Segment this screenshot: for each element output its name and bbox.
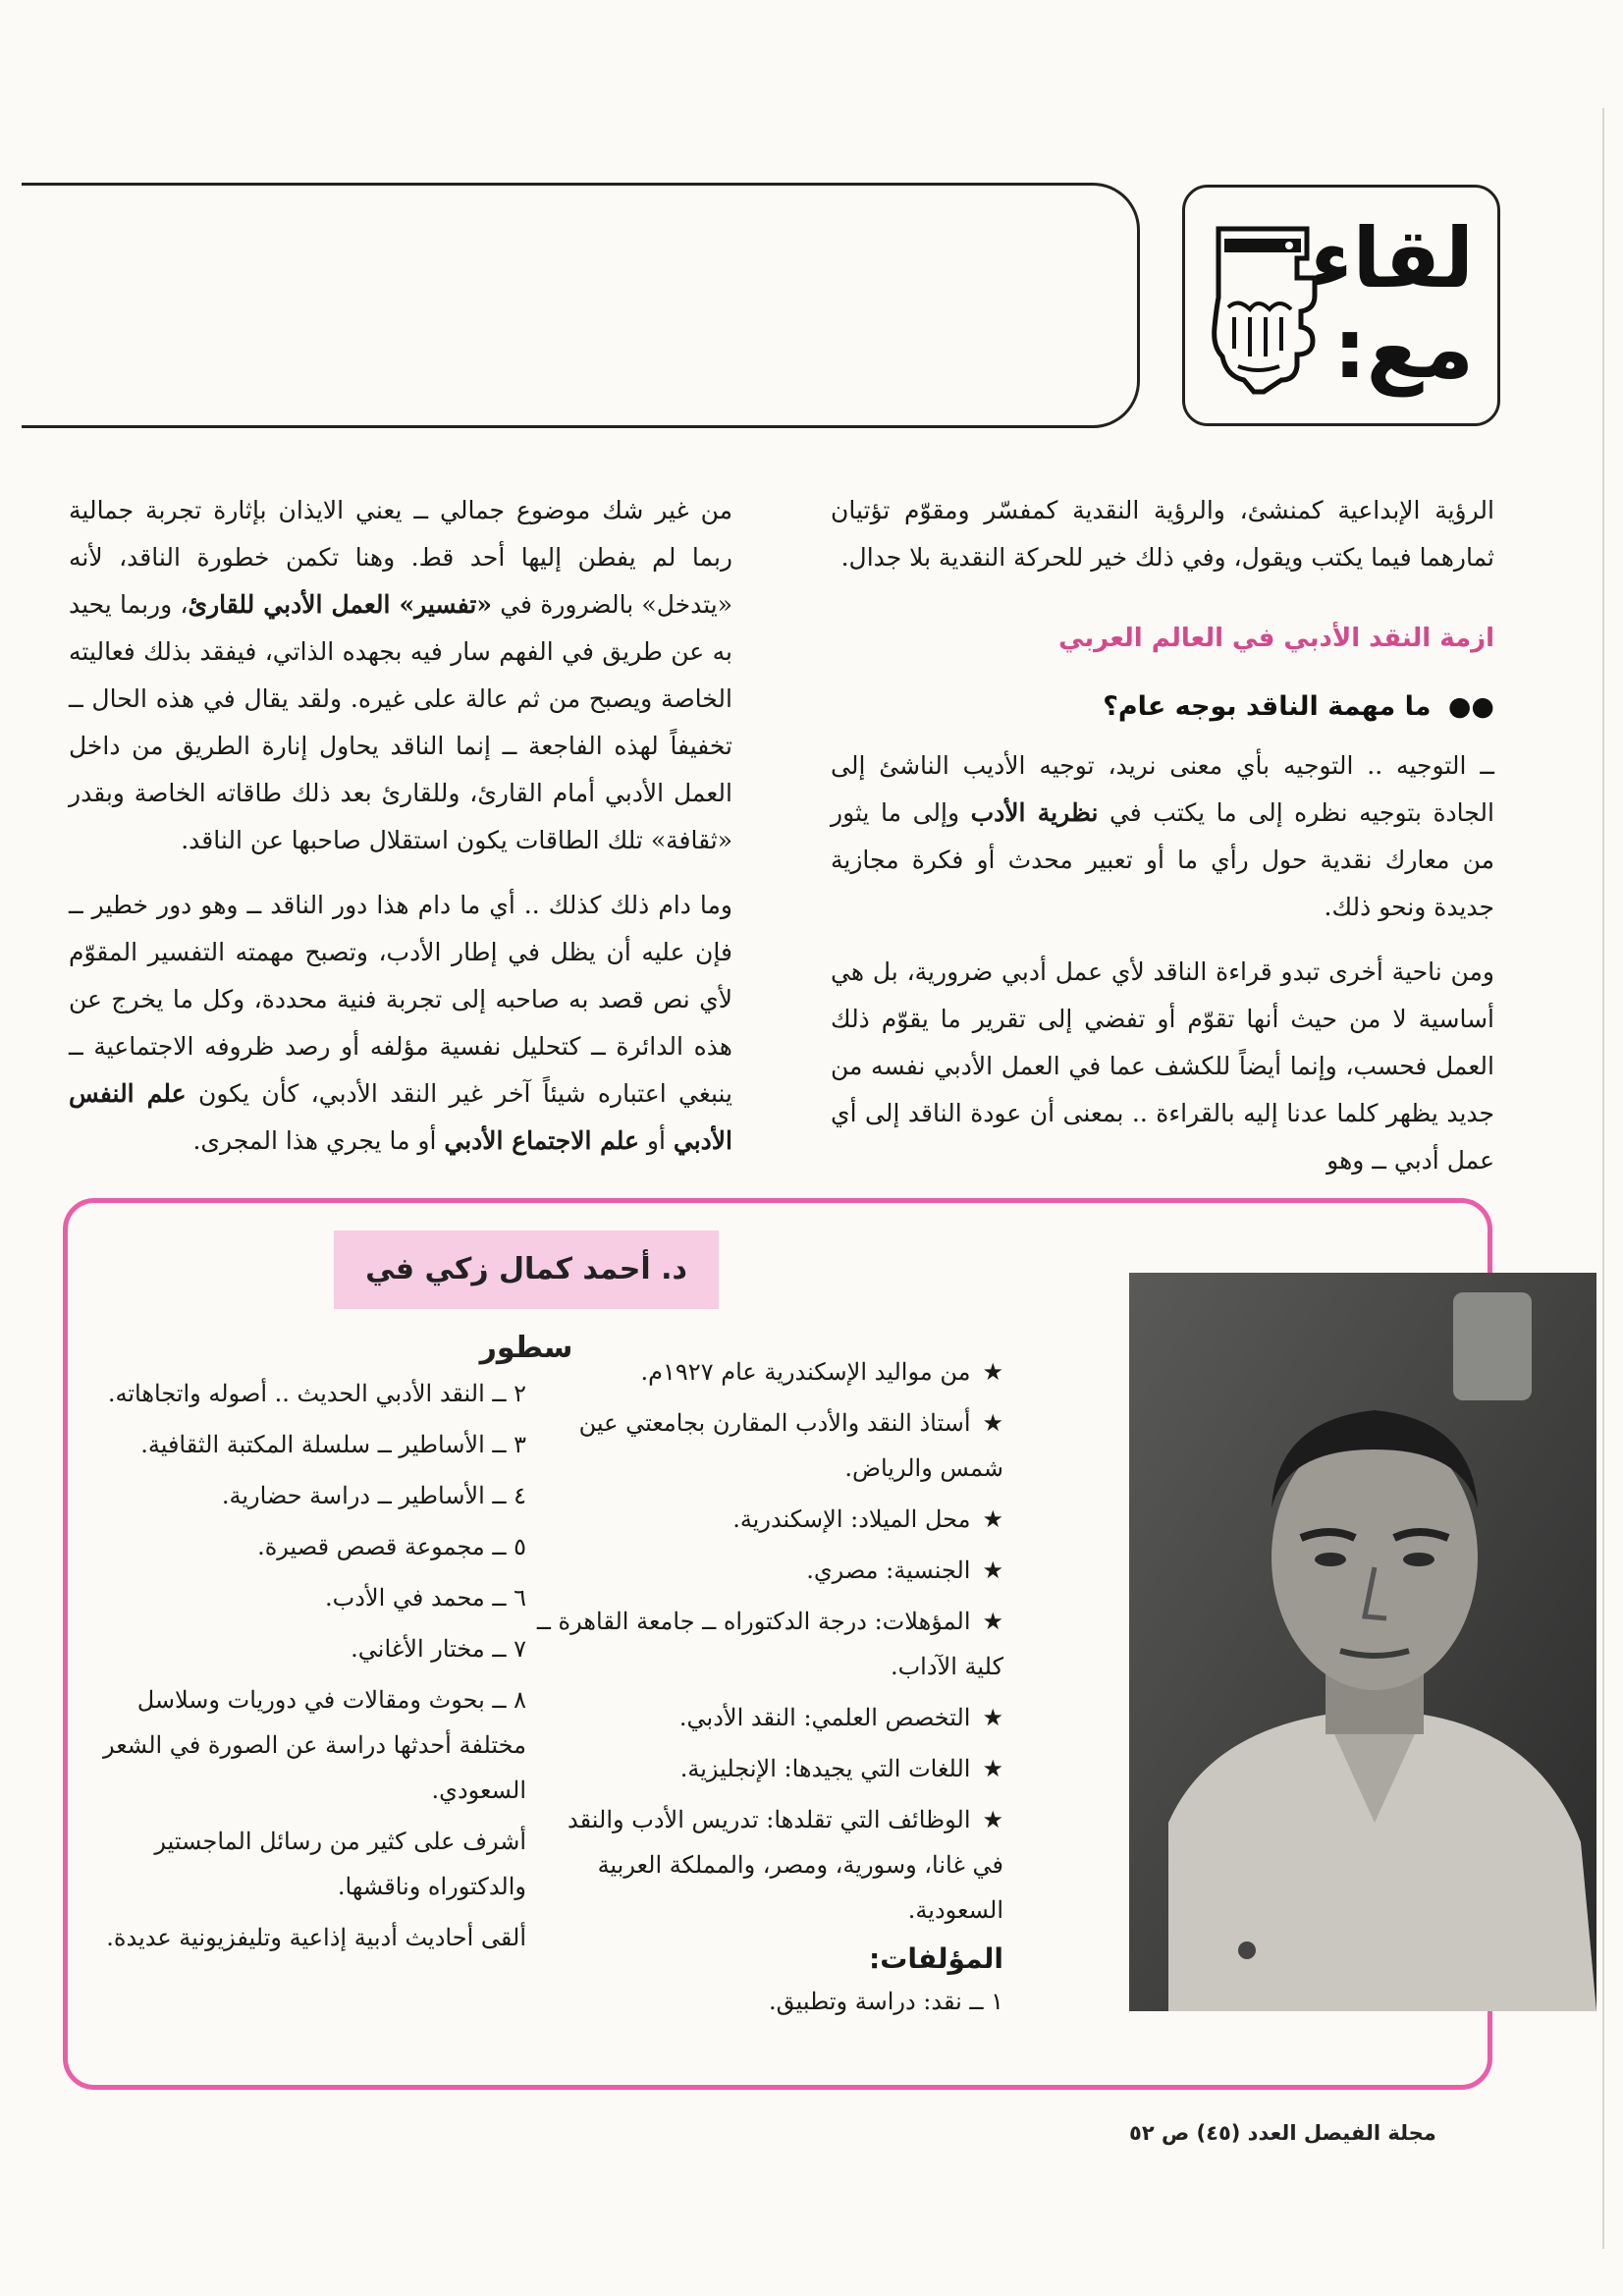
text-run: وإلى ما يثور من معارك نقدية حول رأي ما أو تعبير محدث أو فكرة مجازية جديدة ونحو ذلك. — [831, 798, 1494, 921]
bold-term: «تفسير» العمل الأدبي للقارئ — [188, 590, 492, 619]
list-item — [79, 1524, 526, 1569]
list-item — [79, 1575, 526, 1620]
section-logo — [1182, 185, 1500, 426]
list-item-text: ٤ ــ الأساطير ــ دراسة حضارية. — [221, 1482, 526, 1509]
list-item-text: ألقى أحاديث أدبية إذاعية وتليفزيونية عديدة. — [106, 1924, 526, 1951]
question-text: ما مهمة الناقد بوجه عام؟ — [1103, 691, 1432, 722]
article-column-left — [69, 487, 732, 1182]
header-frame — [22, 183, 1140, 428]
page-footer: مجلة الفيصل العدد (٤٥) ص ٥٢ — [1129, 2121, 1436, 2145]
star-icon: ★ — [982, 1608, 1003, 1635]
list-item-text: الجنسية: مصري. — [806, 1557, 971, 1584]
pointing-hand-icon — [1199, 219, 1326, 396]
bio-facts-column — [530, 1349, 1003, 2030]
article-column-right — [831, 487, 1494, 1202]
list-item — [79, 1677, 526, 1813]
section-subheading: ازمة النقد الأدبي في العالم العربي — [1058, 624, 1494, 653]
works-title: المؤلفات: — [869, 1942, 1003, 1975]
list-item — [530, 1548, 1003, 1593]
paragraph — [69, 487, 732, 864]
logo-line2: مع: — [1333, 301, 1474, 397]
list-item-text: من مواليد الإسكندرية عام ١٩٢٧م. — [640, 1358, 971, 1386]
list-item — [530, 1746, 1003, 1791]
star-icon: ★ — [982, 1704, 1003, 1731]
paragraph: الرؤية الإبداعية كمنشئ، والرؤية النقدية كمفسّر ومقوّم تؤتيان ثمارهما فيما يكتب ويقول، وفي ذلك خير للحركة النقدية بلا جدال. — [831, 496, 1494, 572]
bio-facts-list — [530, 1349, 1003, 1933]
works-list — [530, 1979, 1003, 2024]
list-item-text: الوظائف التي تقلدها: تدريس الأدب والنقد في غانا، وسورية، ومصر، والمملكة العربية السعودية. — [568, 1806, 1003, 1924]
works-list-continued — [79, 1371, 526, 1813]
text-run: ــ التوجيه .. التوجيه بأي معنى نريد، توجيه الأديب الناشئ إلى الجادة بتوجيه نظره إلى ما يكتب في — [831, 751, 1494, 827]
text-run: أو ما يجري هذا المجرى. — [192, 1126, 445, 1155]
list-item-text: اللغات التي يجيدها: الإنجليزية. — [679, 1755, 971, 1782]
list-item — [79, 1819, 526, 1909]
list-item — [79, 1371, 526, 1416]
text-run: أو — [638, 1126, 674, 1155]
list-item — [79, 1915, 526, 1960]
list-item-text: ٨ ــ بحوث ومقالات في دوريات وسلاسل مختلفة أحدثها دراسة عن الصورة في الشعر السعودي. — [102, 1686, 526, 1804]
list-item — [79, 1473, 526, 1518]
list-item — [530, 1599, 1003, 1689]
list-item-text: أشرف على كثير من رسائل الماجستير والدكتوراه وناقشها. — [154, 1828, 526, 1900]
star-icon: ★ — [982, 1557, 1003, 1584]
bio-title: د. أحمد كمال زكي في سطور — [334, 1230, 719, 1309]
list-item — [79, 1626, 526, 1671]
logo-line1: لقاء — [1310, 210, 1474, 306]
question-heading — [831, 683, 1494, 731]
list-item-text: ٦ ــ محمد في الأدب. — [324, 1584, 526, 1612]
list-item-text: محل الميلاد: الإسكندرية. — [732, 1505, 971, 1533]
list-item — [79, 1422, 526, 1467]
paragraph — [831, 742, 1494, 931]
bold-term: نظرية الأدب — [970, 798, 1099, 827]
list-item — [530, 1797, 1003, 1933]
double-dot-icon: ●● — [1447, 691, 1494, 722]
star-icon: ★ — [982, 1806, 1003, 1833]
page-edge-line — [1602, 108, 1604, 2249]
list-item — [530, 1400, 1003, 1491]
portrait-photo — [1129, 1273, 1596, 2011]
star-icon: ★ — [982, 1409, 1003, 1437]
list-item — [530, 1979, 1003, 2024]
list-item-text: التخصص العلمي: النقد الأدبي. — [678, 1704, 971, 1731]
list-item-text: ٢ ــ النقد الأدبي الحديث .. أصوله واتجاهاته. — [107, 1380, 526, 1407]
bio-works-column — [79, 1371, 526, 1966]
list-item-text: ٣ ــ الأساطير ــ سلسلة المكتبة الثقافية. — [140, 1431, 526, 1458]
text-run: وما دام ذلك كذلك .. أي ما دام هذا دور الناقد ــ وهو دور خطير ــ فإن عليه أن يظل في إطار الأدب، وتصبح مهمته التفسير المقوّم لأي نص قصد به صاحبه إلى تجربة فنية محددة، وكل ما يخرج عن هذه الدائرة ــ كتحليل نفسية مؤلفه أو رصد ظروفه الاجتماعية ــ ينبغي اعتباره شيئاً آخر غير النقد الأدبي، كأن يكون — [69, 891, 732, 1108]
bold-term: علم النفس الأدبي — [69, 1079, 732, 1155]
list-item — [530, 1695, 1003, 1740]
list-item-text: ٥ ــ مجموعة قصص قصيرة. — [257, 1533, 526, 1560]
star-icon: ★ — [982, 1505, 1003, 1533]
star-icon: ★ — [982, 1755, 1003, 1782]
list-item — [530, 1497, 1003, 1542]
paragraph: ومن ناحية أخرى تبدو قراءة الناقد لأي عمل أدبي ضرورية، بل هي أساسية لا من حيث أنها تقوّم أو تفضي إلى تقرير ما يقوّم ذلك العمل فحسب، وإنما أيضاً للكشف عما في العمل الأدبي نفسه من جديد يظهر كلما عدنا إليه بالقراءة .. بمعنى أن عودة الناقد إلى أي عمل أدبي ــ وهو — [831, 957, 1494, 1175]
list-item-text: ١ ــ نقد: دراسة وتطبيق. — [769, 1988, 1003, 2015]
bold-term: علم الاجتماع الأدبي — [444, 1126, 639, 1155]
bio-extra-list — [79, 1819, 526, 1960]
star-icon: ★ — [982, 1358, 1003, 1386]
list-item-text: المؤهلات: درجة الدكتوراه ــ جامعة القاهرة ــ كلية الآداب. — [536, 1608, 1003, 1680]
text-run: ، وربما يحيد به عن طريق في الفهم سار فيه بجهده الذاتي، فيفقد بذلك فعاليته الخاصة ويصبح من ثم عالة على غيره. ولقد يقال في هذه الحال ــ تخفيفاً لهذه الفاجعة ــ إنما الناقد يحاول إنارة الطريق من داخل العمل الأدبي أمام القارئ، وللقارئ بعد ذلك طاقاته الخاصة وبقدر «ثقافة» تلك الطاقات يكون استقلال صاحبها عن الناقد. — [69, 590, 732, 854]
list-item-text: أستاذ النقد والأدب المقارن بجامعتي عين شمس والرياض. — [578, 1409, 1003, 1482]
list-item — [530, 1349, 1003, 1394]
text-run: من غير شك موضوع جمالي ــ يعني الايذان بإثارة تجربة جمالية ربما لم يفطن إليها أحد قط. وهنا تكمن خطورة الناقد، لأنه «يتدخل» بالضرورة في — [69, 496, 732, 619]
list-item-text: ٧ ــ مختار الأغاني. — [351, 1635, 526, 1663]
paragraph — [69, 882, 732, 1165]
